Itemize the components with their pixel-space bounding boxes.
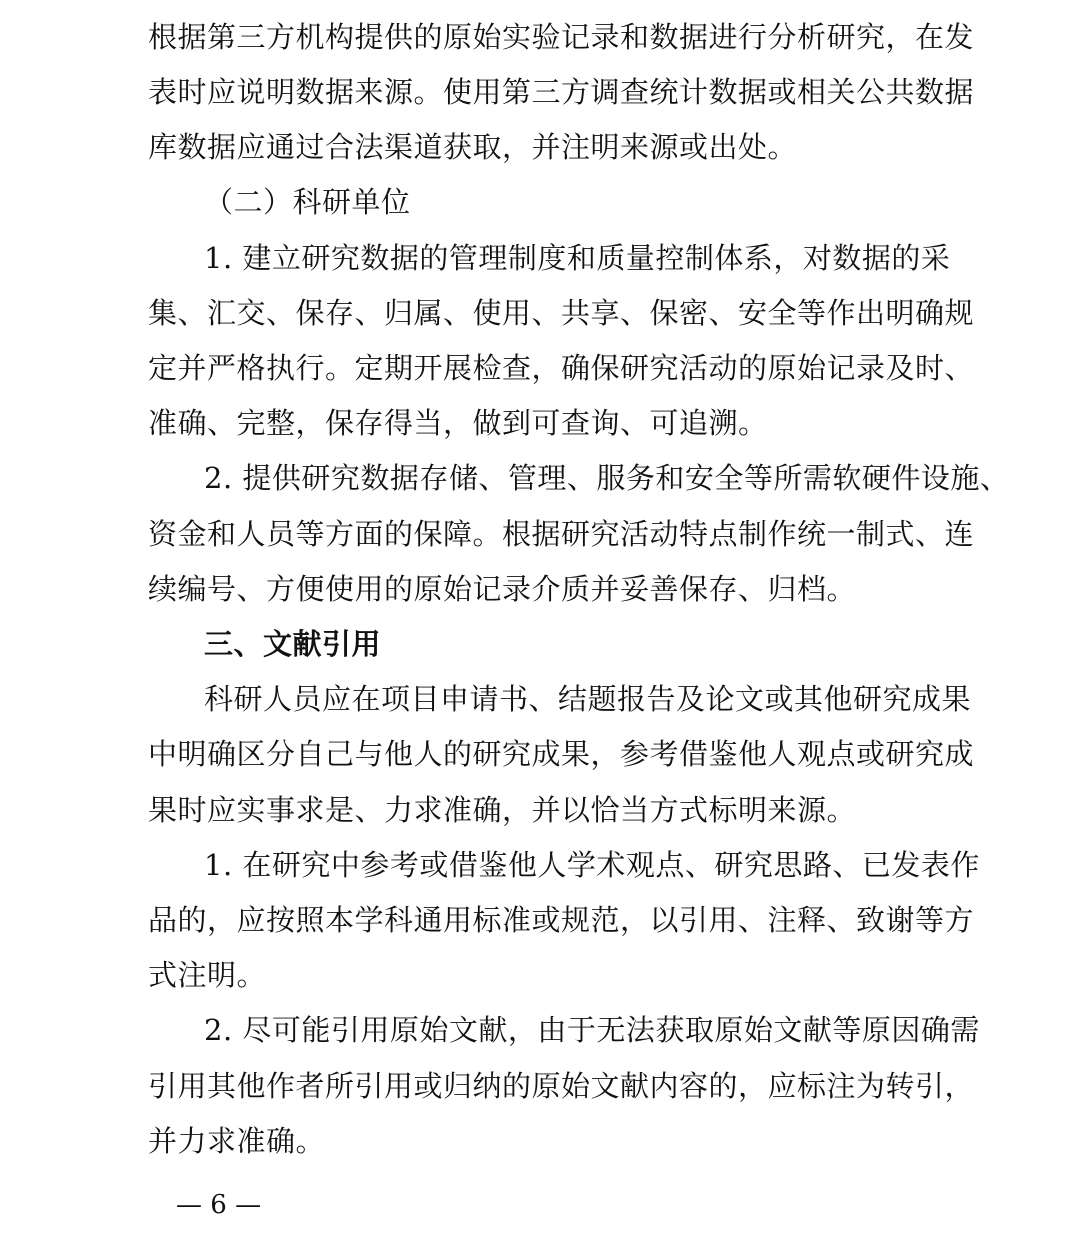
- paragraph-line: 科研人员应在项目申请书、结题报告及论文或其他研究成果: [204, 682, 972, 716]
- paragraph-line: 2. 提供研究数据存储、管理、服务和安全等所需软硬件设施、: [204, 461, 1010, 495]
- paragraph-line: 引用其他作者所引用或归纳的原始文献内容的，应标注为转引，: [148, 1069, 975, 1103]
- paragraph-line: 中明确区分自己与他人的研究成果，参考借鉴他人观点或研究成: [148, 737, 975, 771]
- paragraph-line: 1. 建立研究数据的管理制度和质量控制体系，对数据的采: [204, 241, 951, 275]
- paragraph-line: 准确、完整，保存得当，做到可查询、可追溯。: [148, 406, 768, 440]
- page-number: — 6 —: [176, 1190, 262, 1220]
- paragraph-line: 式注明。: [148, 958, 267, 992]
- paragraph-line: 集、汇交、保存、归属、使用、共享、保密、安全等作出明确规: [148, 296, 975, 330]
- paragraph-line: 2. 尽可能引用原始文献，由于无法获取原始文献等原因确需: [204, 1013, 980, 1047]
- paragraph-line: 1. 在研究中参考或借鉴他人学术观点、研究思路、已发表作: [204, 848, 980, 882]
- paragraph-line: 资金和人员等方面的保障。根据研究活动特点制作统一制式、连: [148, 517, 975, 551]
- paragraph-line: 并力求准确。: [148, 1124, 326, 1158]
- section-subheading: （二）科研单位: [204, 185, 411, 219]
- paragraph-line: 库数据应通过合法渠道获取，并注明来源或出处。: [148, 130, 798, 164]
- paragraph-line: 品的，应按照本学科通用标准或规范，以引用、注释、致谢等方: [148, 903, 975, 937]
- paragraph-line: 根据第三方机构提供的原始实验记录和数据进行分析研究，在发: [148, 20, 975, 54]
- paragraph-line: 表时应说明数据来源。使用第三方调查统计数据或相关公共数据: [148, 75, 975, 109]
- paragraph-line: 果时应实事求是、力求准确，并以恰当方式标明来源。: [148, 793, 857, 827]
- paragraph-line: 定并严格执行。定期开展检查，确保研究活动的原始记录及时、: [148, 351, 975, 385]
- paragraph-line: 续编号、方便使用的原始记录介质并妥善保存、归档。: [148, 572, 857, 606]
- section-heading: 三、文献引用: [204, 627, 382, 661]
